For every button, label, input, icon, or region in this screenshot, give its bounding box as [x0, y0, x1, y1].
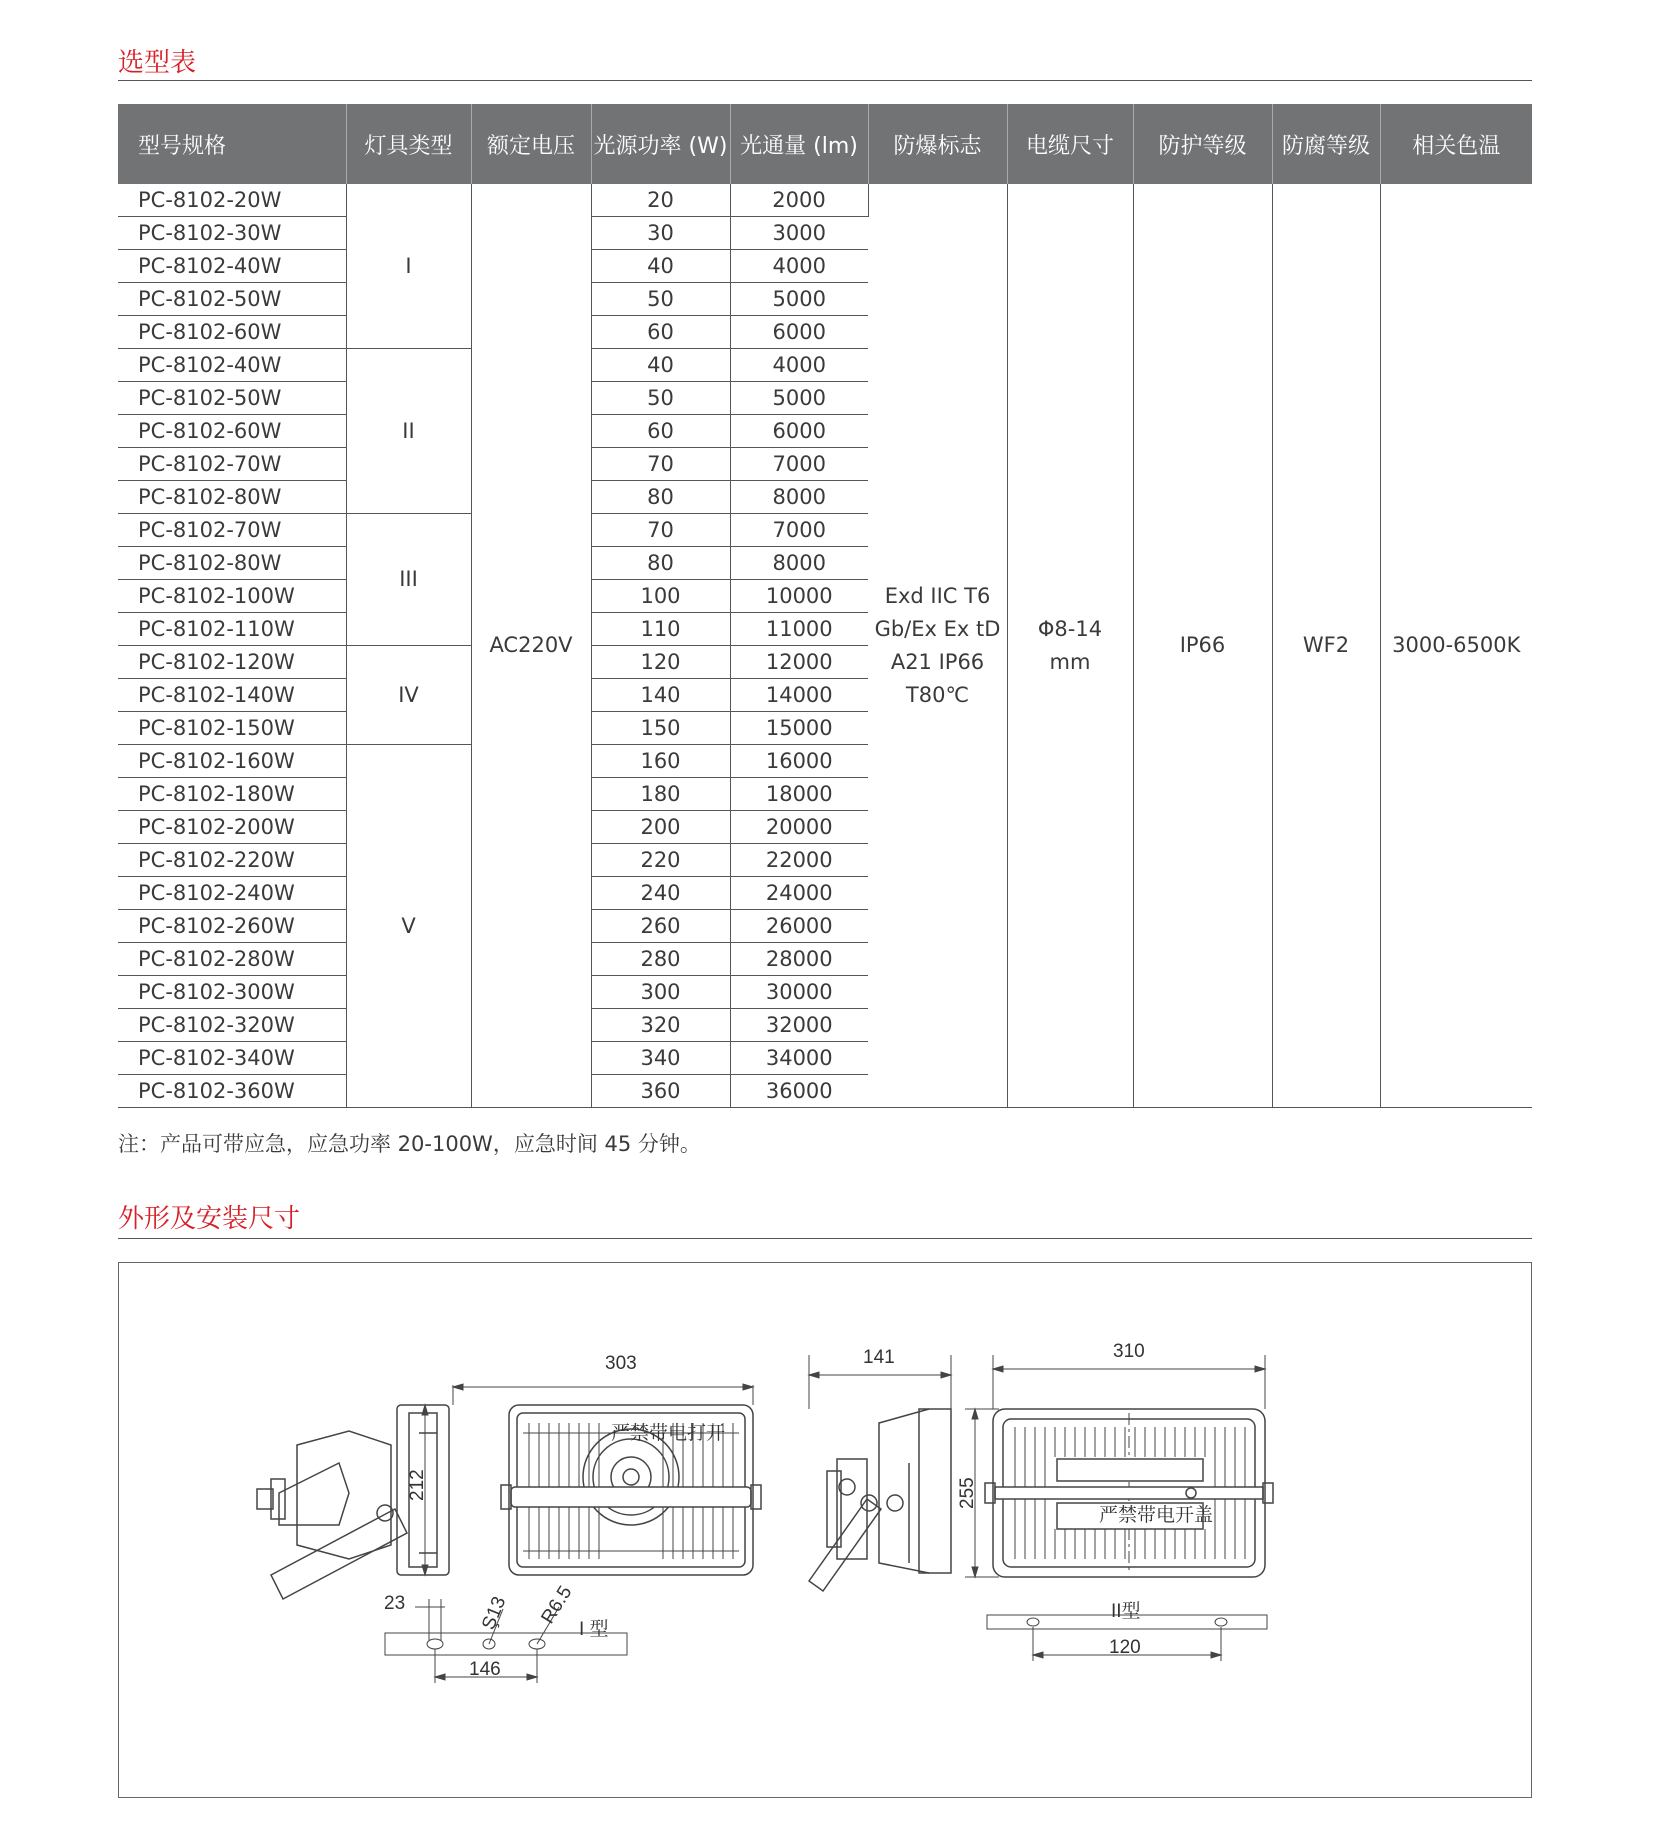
flux-cell: 5000 [730, 283, 868, 316]
type-i-height-label: 212 [407, 1469, 428, 1501]
power-cell: 50 [591, 283, 730, 316]
ip-cell: IP66 [1133, 184, 1272, 1108]
header-flux: 光通量 (lm) [730, 104, 868, 184]
power-cell: 50 [591, 382, 730, 415]
selection-table-title: 选型表 [118, 48, 197, 78]
flux-cell: 6000 [730, 316, 868, 349]
type-i-radius-label: R6.5 [537, 1582, 577, 1628]
table-note: 注：产品可带应急，应急功率 20-100W，应急时间 45 分钟。 [118, 1132, 701, 1156]
power-cell: 80 [591, 547, 730, 580]
model-cell: PC-8102-40W [118, 349, 346, 382]
flux-cell: 30000 [730, 976, 868, 1009]
model-cell: PC-8102-50W [118, 382, 346, 415]
model-cell: PC-8102-40W [118, 250, 346, 283]
corrosion-cell: WF2 [1272, 184, 1380, 1108]
power-cell: 300 [591, 976, 730, 1009]
power-cell: 220 [591, 844, 730, 877]
cable-cell [1007, 184, 1133, 1108]
header-voltage: 额定电压 [471, 104, 591, 184]
flux-cell: 34000 [730, 1042, 868, 1075]
type-ii-width-label: 310 [1113, 1341, 1145, 1362]
flux-cell: 15000 [730, 712, 868, 745]
table-header-row [118, 104, 1532, 184]
model-cell: PC-8102-70W [118, 514, 346, 547]
power-cell: 360 [591, 1075, 730, 1108]
power-cell: 340 [591, 1042, 730, 1075]
header-cable: 电缆尺寸 [1007, 104, 1133, 184]
type-i-side-view [257, 1405, 449, 1599]
model-cell: PC-8102-200W [118, 811, 346, 844]
dimension-title: 外形及安装尺寸 [118, 1204, 301, 1234]
flux-cell: 10000 [730, 580, 868, 613]
flux-cell: 2000 [730, 184, 868, 217]
model-cell: PC-8102-180W [118, 778, 346, 811]
power-cell: 20 [591, 184, 730, 217]
flux-cell: 24000 [730, 877, 868, 910]
flux-cell: 16000 [730, 745, 868, 778]
model-cell: PC-8102-140W [118, 679, 346, 712]
type-i-type-label: I 型 [579, 1619, 609, 1640]
voltage-cell: AC220V [471, 184, 591, 1108]
type-ii-dimensions [809, 1341, 1267, 1661]
ex-marking-cell [868, 184, 1007, 1108]
flux-cell: 5000 [730, 382, 868, 415]
model-cell: PC-8102-320W [118, 1009, 346, 1042]
type-i-ring-label: 严禁带电打开 [611, 1423, 726, 1444]
model-cell: PC-8102-360W [118, 1075, 346, 1108]
model-cell: PC-8102-70W [118, 448, 346, 481]
flux-cell: 11000 [730, 613, 868, 646]
model-cell: PC-8102-50W [118, 283, 346, 316]
ex-marking-line: A21 IP66 [890, 649, 985, 674]
power-cell: 180 [591, 778, 730, 811]
power-cell: 240 [591, 877, 730, 910]
power-cell: 70 [591, 448, 730, 481]
flux-cell: 22000 [730, 844, 868, 877]
power-cell: 280 [591, 943, 730, 976]
model-cell: PC-8102-150W [118, 712, 346, 745]
type-i-offset-label: 23 [384, 1593, 406, 1614]
flux-cell: 36000 [730, 1075, 868, 1108]
header-ex-marking: 防爆标志 [868, 104, 1007, 184]
power-cell: 120 [591, 646, 730, 679]
section-divider [118, 80, 1532, 81]
power-cell: 40 [591, 250, 730, 283]
power-cell: 40 [591, 349, 730, 382]
lamp-type-cell: I [346, 184, 471, 349]
model-cell: PC-8102-160W [118, 745, 346, 778]
power-cell: 30 [591, 217, 730, 250]
ex-marking-line: Exd IIC T6 [884, 583, 991, 608]
ex-marking-line: T80℃ [905, 682, 970, 707]
model-cell: PC-8102-30W [118, 217, 346, 250]
power-cell: 260 [591, 910, 730, 943]
header-model: 型号规格 [118, 104, 346, 184]
power-cell: 320 [591, 1009, 730, 1042]
type-ii-height-label: 255 [957, 1477, 978, 1509]
model-cell: PC-8102-80W [118, 481, 346, 514]
lamp-type-cell: II [346, 349, 471, 514]
power-cell: 100 [591, 580, 730, 613]
model-cell: PC-8102-60W [118, 415, 346, 448]
model-cell: PC-8102-260W [118, 910, 346, 943]
type-i-pitch-label: 146 [469, 1659, 501, 1680]
power-cell: 60 [591, 415, 730, 448]
lamp-type-cell: III [346, 514, 471, 646]
header-lamp-type: 灯具类型 [346, 104, 471, 184]
type-ii-side-view [809, 1409, 951, 1591]
section-divider [118, 1238, 1532, 1239]
model-cell: PC-8102-340W [118, 1042, 346, 1075]
power-cell: 110 [591, 613, 730, 646]
model-cell: PC-8102-120W [118, 646, 346, 679]
power-cell: 160 [591, 745, 730, 778]
model-cell: PC-8102-280W [118, 943, 346, 976]
type-i-width-label: 303 [605, 1353, 637, 1374]
header-power: 光源功率 (W) [591, 104, 730, 184]
type-ii-type-label: II型 [1111, 1601, 1141, 1622]
flux-cell: 3000 [730, 217, 868, 250]
type-ii-cover-label: 严禁带电开盖 [1099, 1505, 1214, 1526]
model-cell: PC-8102-240W [118, 877, 346, 910]
power-cell: 200 [591, 811, 730, 844]
type-ii-front-view [985, 1409, 1273, 1577]
table-row [118, 184, 1532, 217]
power-cell: 70 [591, 514, 730, 547]
flux-cell: 6000 [730, 415, 868, 448]
model-cell: PC-8102-220W [118, 844, 346, 877]
power-cell: 60 [591, 316, 730, 349]
flux-cell: 28000 [730, 943, 868, 976]
model-cell: PC-8102-20W [118, 184, 346, 217]
header-ip: 防护等级 [1133, 104, 1272, 184]
flux-cell: 4000 [730, 349, 868, 382]
type-i-front-view [501, 1405, 761, 1575]
dimension-drawing-panel [118, 1262, 1532, 1798]
cct-cell: 3000-6500K [1380, 184, 1532, 1108]
model-cell: PC-8102-110W [118, 613, 346, 646]
model-cell: PC-8102-100W [118, 580, 346, 613]
flux-cell: 7000 [730, 514, 868, 547]
flux-cell: 7000 [730, 448, 868, 481]
flux-cell: 20000 [730, 811, 868, 844]
selection-table [118, 104, 1532, 1108]
flux-cell: 8000 [730, 481, 868, 514]
header-cct: 相关色温 [1380, 104, 1532, 184]
power-cell: 80 [591, 481, 730, 514]
ex-marking-line: Gb/Ex Ex tD [874, 616, 1001, 641]
type-i-hole-label: Ş13 [478, 1593, 511, 1633]
lamp-type-cell: V [346, 745, 471, 1108]
cable-line: Φ8-14 [1037, 616, 1103, 641]
power-cell: 140 [591, 679, 730, 712]
flux-cell: 32000 [730, 1009, 868, 1042]
type-ii-depth-label: 141 [863, 1347, 895, 1368]
model-cell: PC-8102-60W [118, 316, 346, 349]
flux-cell: 12000 [730, 646, 868, 679]
flux-cell: 14000 [730, 679, 868, 712]
lamp-type-cell: IV [346, 646, 471, 745]
flux-cell: 4000 [730, 250, 868, 283]
dimension-drawing [119, 1263, 1531, 1797]
flux-cell: 8000 [730, 547, 868, 580]
flux-cell: 26000 [730, 910, 868, 943]
model-cell: PC-8102-300W [118, 976, 346, 1009]
cable-line: mm [1049, 649, 1091, 674]
flux-cell: 18000 [730, 778, 868, 811]
model-cell: PC-8102-80W [118, 547, 346, 580]
power-cell: 150 [591, 712, 730, 745]
header-corrosion: 防腐等级 [1272, 104, 1380, 184]
type-ii-pitch-label: 120 [1109, 1637, 1141, 1658]
